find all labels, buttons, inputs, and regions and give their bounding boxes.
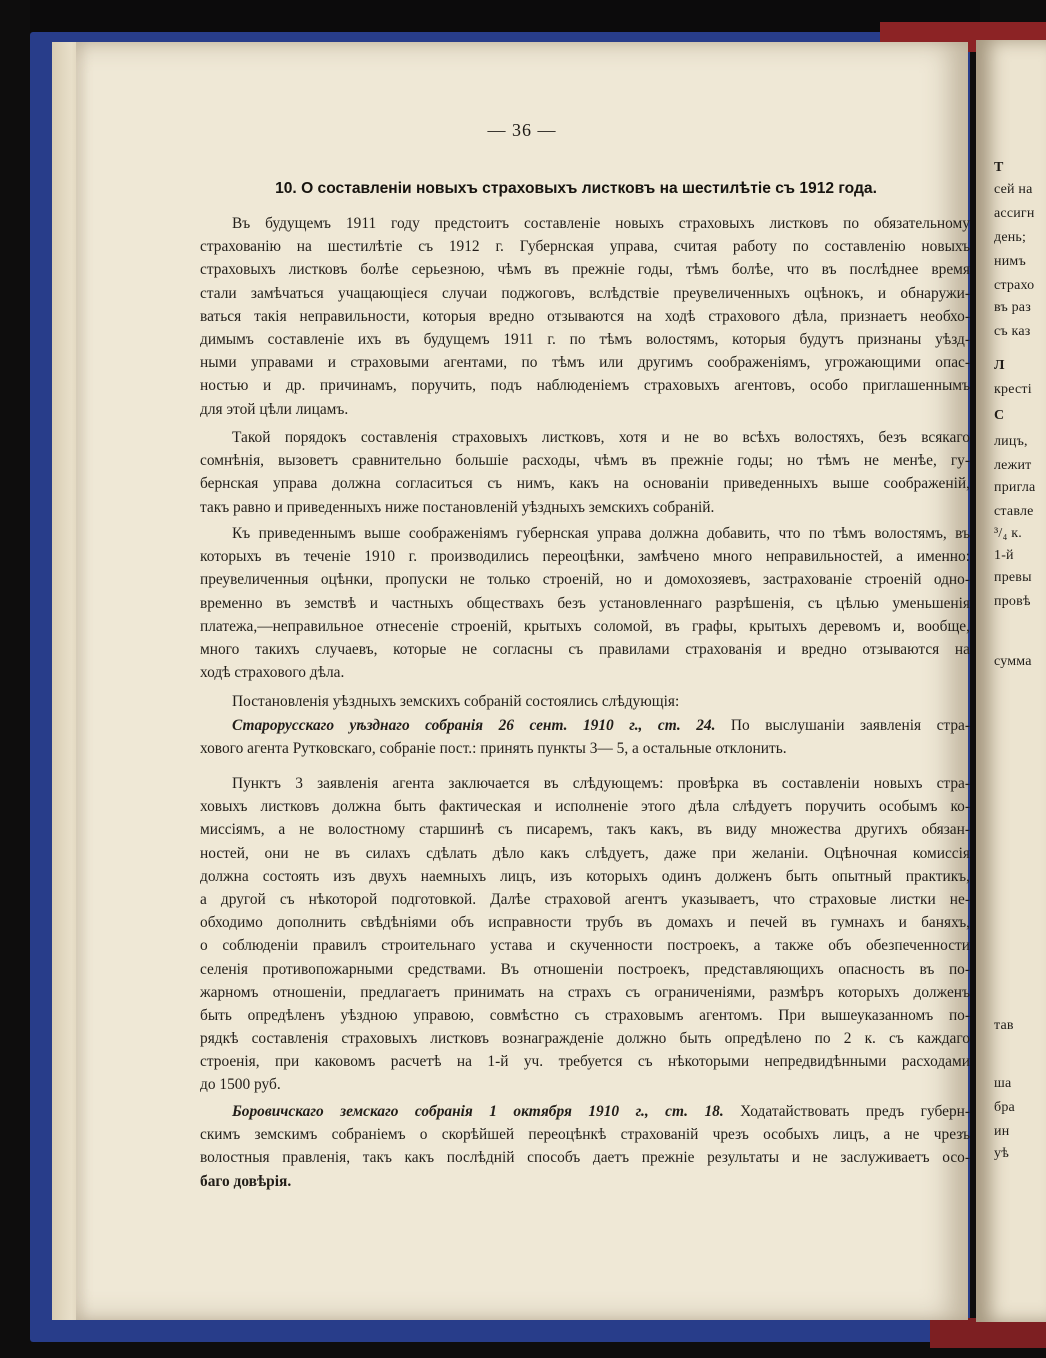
- facing-page-text: ставле: [994, 504, 1034, 519]
- facing-page-text: сумма: [994, 654, 1032, 669]
- paragraph-2: [200, 426, 970, 519]
- text-line: бернская управа должна согласиться съ нимъ, какъ на основаніи приведенныхъ выше соображеній,: [200, 475, 970, 493]
- facing-page-text: ассигн: [994, 206, 1035, 221]
- resolution-reference: Боровичскаго земскаго собранія 1 октября 1910 г., ст. 18.: [232, 1103, 724, 1120]
- facing-page-text: страхо: [994, 278, 1035, 293]
- facing-page-text: провѣ: [994, 594, 1031, 609]
- text-line: ностей, они не въ силахъ сдѣлать дѣло какъ слѣдуетъ, даже при желаніи. Оцѣночная комиссія: [200, 844, 970, 862]
- facing-page-text: бра: [994, 1100, 1015, 1115]
- paragraph-5: [200, 714, 970, 760]
- text-line: Постановленія уѣздныхъ земскихъ собраній состоялись слѣдующія:: [232, 693, 680, 710]
- paragraph-1: [200, 212, 970, 421]
- text-line: [200, 714, 970, 737]
- facing-page-text: ша: [994, 1076, 1012, 1091]
- text-line: а другой съ нѣкоторой подготовкой. Далѣе страховой агентъ указываетъ, что страховые листки не-: [200, 890, 970, 908]
- resolution-reference: Старорусскаго уѣзднаго собранія 26 сент. 1910 г., ст. 24.: [232, 717, 716, 734]
- text-fragment: По выслушаніи заявленія стра-: [730, 717, 970, 734]
- text-line: рядкѣ составленія страховыхъ листковъ вознагражденіе должно быть опредѣлено по 2 к. съ каждаго: [200, 1030, 970, 1048]
- paragraph-6: [200, 772, 970, 1097]
- text-line: быть опредѣленъ уѣздною управою, совмѣстно съ страховымъ агентомъ. При вышеуказанномъ по-: [200, 1006, 970, 1024]
- text-line: для этой цѣли лицамъ.: [200, 400, 349, 418]
- facing-page-text: ³/₄ к.: [994, 526, 1022, 541]
- facing-page-text: Т: [994, 160, 1004, 175]
- text-line: временно въ земствѣ и частныхъ обществахъ безъ установленнаго разрѣшенія, съ цѣлью уменьшенія: [200, 594, 970, 612]
- facing-page-text: кресті: [994, 382, 1032, 397]
- facing-page-text: уѣ: [994, 1146, 1010, 1161]
- facing-page-fragment: [976, 40, 1046, 1322]
- text-line: которыхъ въ теченіе 1910 г. производились переоцѣнки, замѣчено много неправильностей, а именно:: [200, 548, 970, 566]
- page-number: — 36 —: [487, 120, 557, 140]
- text-line: Въ будущемъ 1911 году предстоитъ составленіе новыхъ страховыхъ листковъ по обязательному: [232, 215, 970, 232]
- book-cover-red-corner-bottom: [930, 1318, 1046, 1348]
- paragraph-3: [200, 522, 970, 684]
- text-line: строенія, при каковомъ расчетѣ на 1-й уч. требуется съ нѣкоторыми непредвидѣнными расходами: [200, 1053, 970, 1071]
- text-line: обходимо дополнить свѣдѣніями объ исправности трубъ въ домахъ и печей въ гумнахъ и баняхъ,: [200, 914, 970, 932]
- facing-page-text: въ раз: [994, 300, 1031, 315]
- text-line: жарномъ отношеніи, предлагаетъ принимать на страхъ съ ограниченіями, размѣръ которыхъ долженъ: [200, 983, 970, 1001]
- text-line: волостныя правленія, такъ какъ послѣдній способъ даетъ прежніе результаты и не заслуживаетъ осо-: [200, 1149, 970, 1167]
- text-line: Къ приведеннымъ выше соображеніямъ губернская управа должна добавить, что по тѣмъ волостямъ, въ: [232, 525, 970, 542]
- text-line: хового агента Рутковскаго, собраніе пост.: принять пункты 3— 5, а остальные отклонить.: [200, 740, 787, 758]
- facing-page-text: лежит: [994, 458, 1032, 473]
- facing-page-text: пригла: [994, 480, 1036, 495]
- facing-page-text: 1-й: [994, 548, 1014, 563]
- facing-page-text: превы: [994, 570, 1032, 585]
- facing-page-text: ин: [994, 1124, 1010, 1139]
- paragraph-7: [200, 1100, 970, 1193]
- book-page: [76, 42, 968, 1320]
- facing-page-text: С: [994, 408, 1005, 423]
- text-line: стали замѣчаться учащающіеся случаи поджоговъ, вслѣдствіе преувеличенныхъ оцѣнокъ, и обнаружи-: [200, 284, 970, 302]
- text-line: селенія противопожарными средствами. Въ отношеніи построекъ, представляющихъ опасность въ по-: [200, 960, 970, 978]
- text-line: Пунктъ 3 заявленія агента заключается въ слѣдующемъ: провѣрка въ составленіи новыхъ стра-: [232, 775, 970, 792]
- text-line: ходѣ страхового дѣла.: [200, 664, 345, 682]
- text-line: миссіямъ, а не волостному старшинѣ съ писаремъ, такъ какъ, въ виду множества другихъ обязан-: [200, 821, 970, 839]
- facing-page-text: съ каз: [994, 324, 1031, 339]
- text-line: такъ равно и приведенныхъ ниже постановленій уѣздныхъ земскихъ собраній.: [200, 498, 715, 516]
- facing-page-text: сей на: [994, 182, 1033, 197]
- paragraph-4: [200, 690, 970, 713]
- text-line: димымъ составленіе ихъ въ будущемъ 1911 г. по тѣмъ волостямъ, которыя будутъ признаны уѣзд-: [200, 330, 970, 348]
- text-line: платежа,—неправильное отнесеніе строеній, крытыхъ соломой, въ графы, крытыхъ деревомъ и, вообще,: [200, 617, 970, 635]
- text-line: страховыхъ листковъ болѣе серьезною, чѣмъ въ прежніе годы, тѣмъ болѣе, что въ послѣднее время: [200, 261, 970, 279]
- text-line: баго довѣрія.: [200, 1172, 292, 1190]
- facing-page-text: лицъ,: [994, 434, 1028, 449]
- text-line: до 1500 руб.: [200, 1076, 281, 1094]
- text-fragment: Ходатайствовать предъ губерн-: [740, 1103, 970, 1120]
- facing-page-text: день;: [994, 230, 1027, 245]
- text-line: ными управами и страховыми агентами, по тѣмъ или другимъ соображеніямъ, угрожающими опас-: [200, 354, 970, 372]
- text-line: ностью и др. причинамъ, поручить, подъ наблюденіемъ страховыхъ агентовъ, особо приглашеннымъ: [200, 377, 970, 395]
- section-heading: 10. О составленіи новыхъ страховыхъ листковъ на шестилѣтіе съ 1912 года.: [275, 180, 877, 197]
- text-line: Такой порядокъ составленія страховыхъ листковъ, хотя и не во всѣхъ волостяхъ, безъ всякаго: [232, 429, 970, 446]
- text-line: ваться такія неправильности, которыя вредно отзываются на ходѣ страхового дѣла, признаетъ необхо-: [200, 307, 970, 325]
- facing-page-text: Л: [994, 358, 1005, 373]
- text-line: преувеличенныя оцѣнки, пропуски не только строеній, но и домохозяевъ, застрахованіе строеній одно-: [200, 571, 970, 589]
- text-line: сомнѣнія, вызоветъ сравнительно большіе расходы, чѣмъ въ прежніе годы; но тѣмъ не менѣе, гу-: [200, 452, 970, 470]
- text-line: много такихъ случаевъ, которые не согласны съ правилами страхованія и вредно отзываются на: [200, 640, 970, 658]
- text-line: о соблюденіи правилъ строительнаго устава и скученности построекъ, а также объ обезпеченности: [200, 937, 970, 955]
- text-line: должна состоять изъ двухъ наемныхъ лицъ, изъ которыхъ одинъ долженъ быть опытный практикъ,: [200, 867, 970, 885]
- text-line: скимъ земскимъ собраніемъ о скорѣйшей переоцѣнкѣ страхованій чрезъ особыхъ лицъ, а не чрезъ: [200, 1126, 970, 1144]
- text-line: ховыхъ листковъ должна быть фактическая и исполненіе этого дѣла слѣдуетъ поручить особымъ ко-: [200, 798, 970, 816]
- facing-page-text: нимъ: [994, 254, 1026, 269]
- text-line: страхованію на шестилѣтіе съ 1912 г. Губернская управа, считая работу по составленію новыхъ: [200, 238, 970, 256]
- text-line: [200, 1100, 970, 1123]
- facing-page-text: тав: [994, 1018, 1014, 1033]
